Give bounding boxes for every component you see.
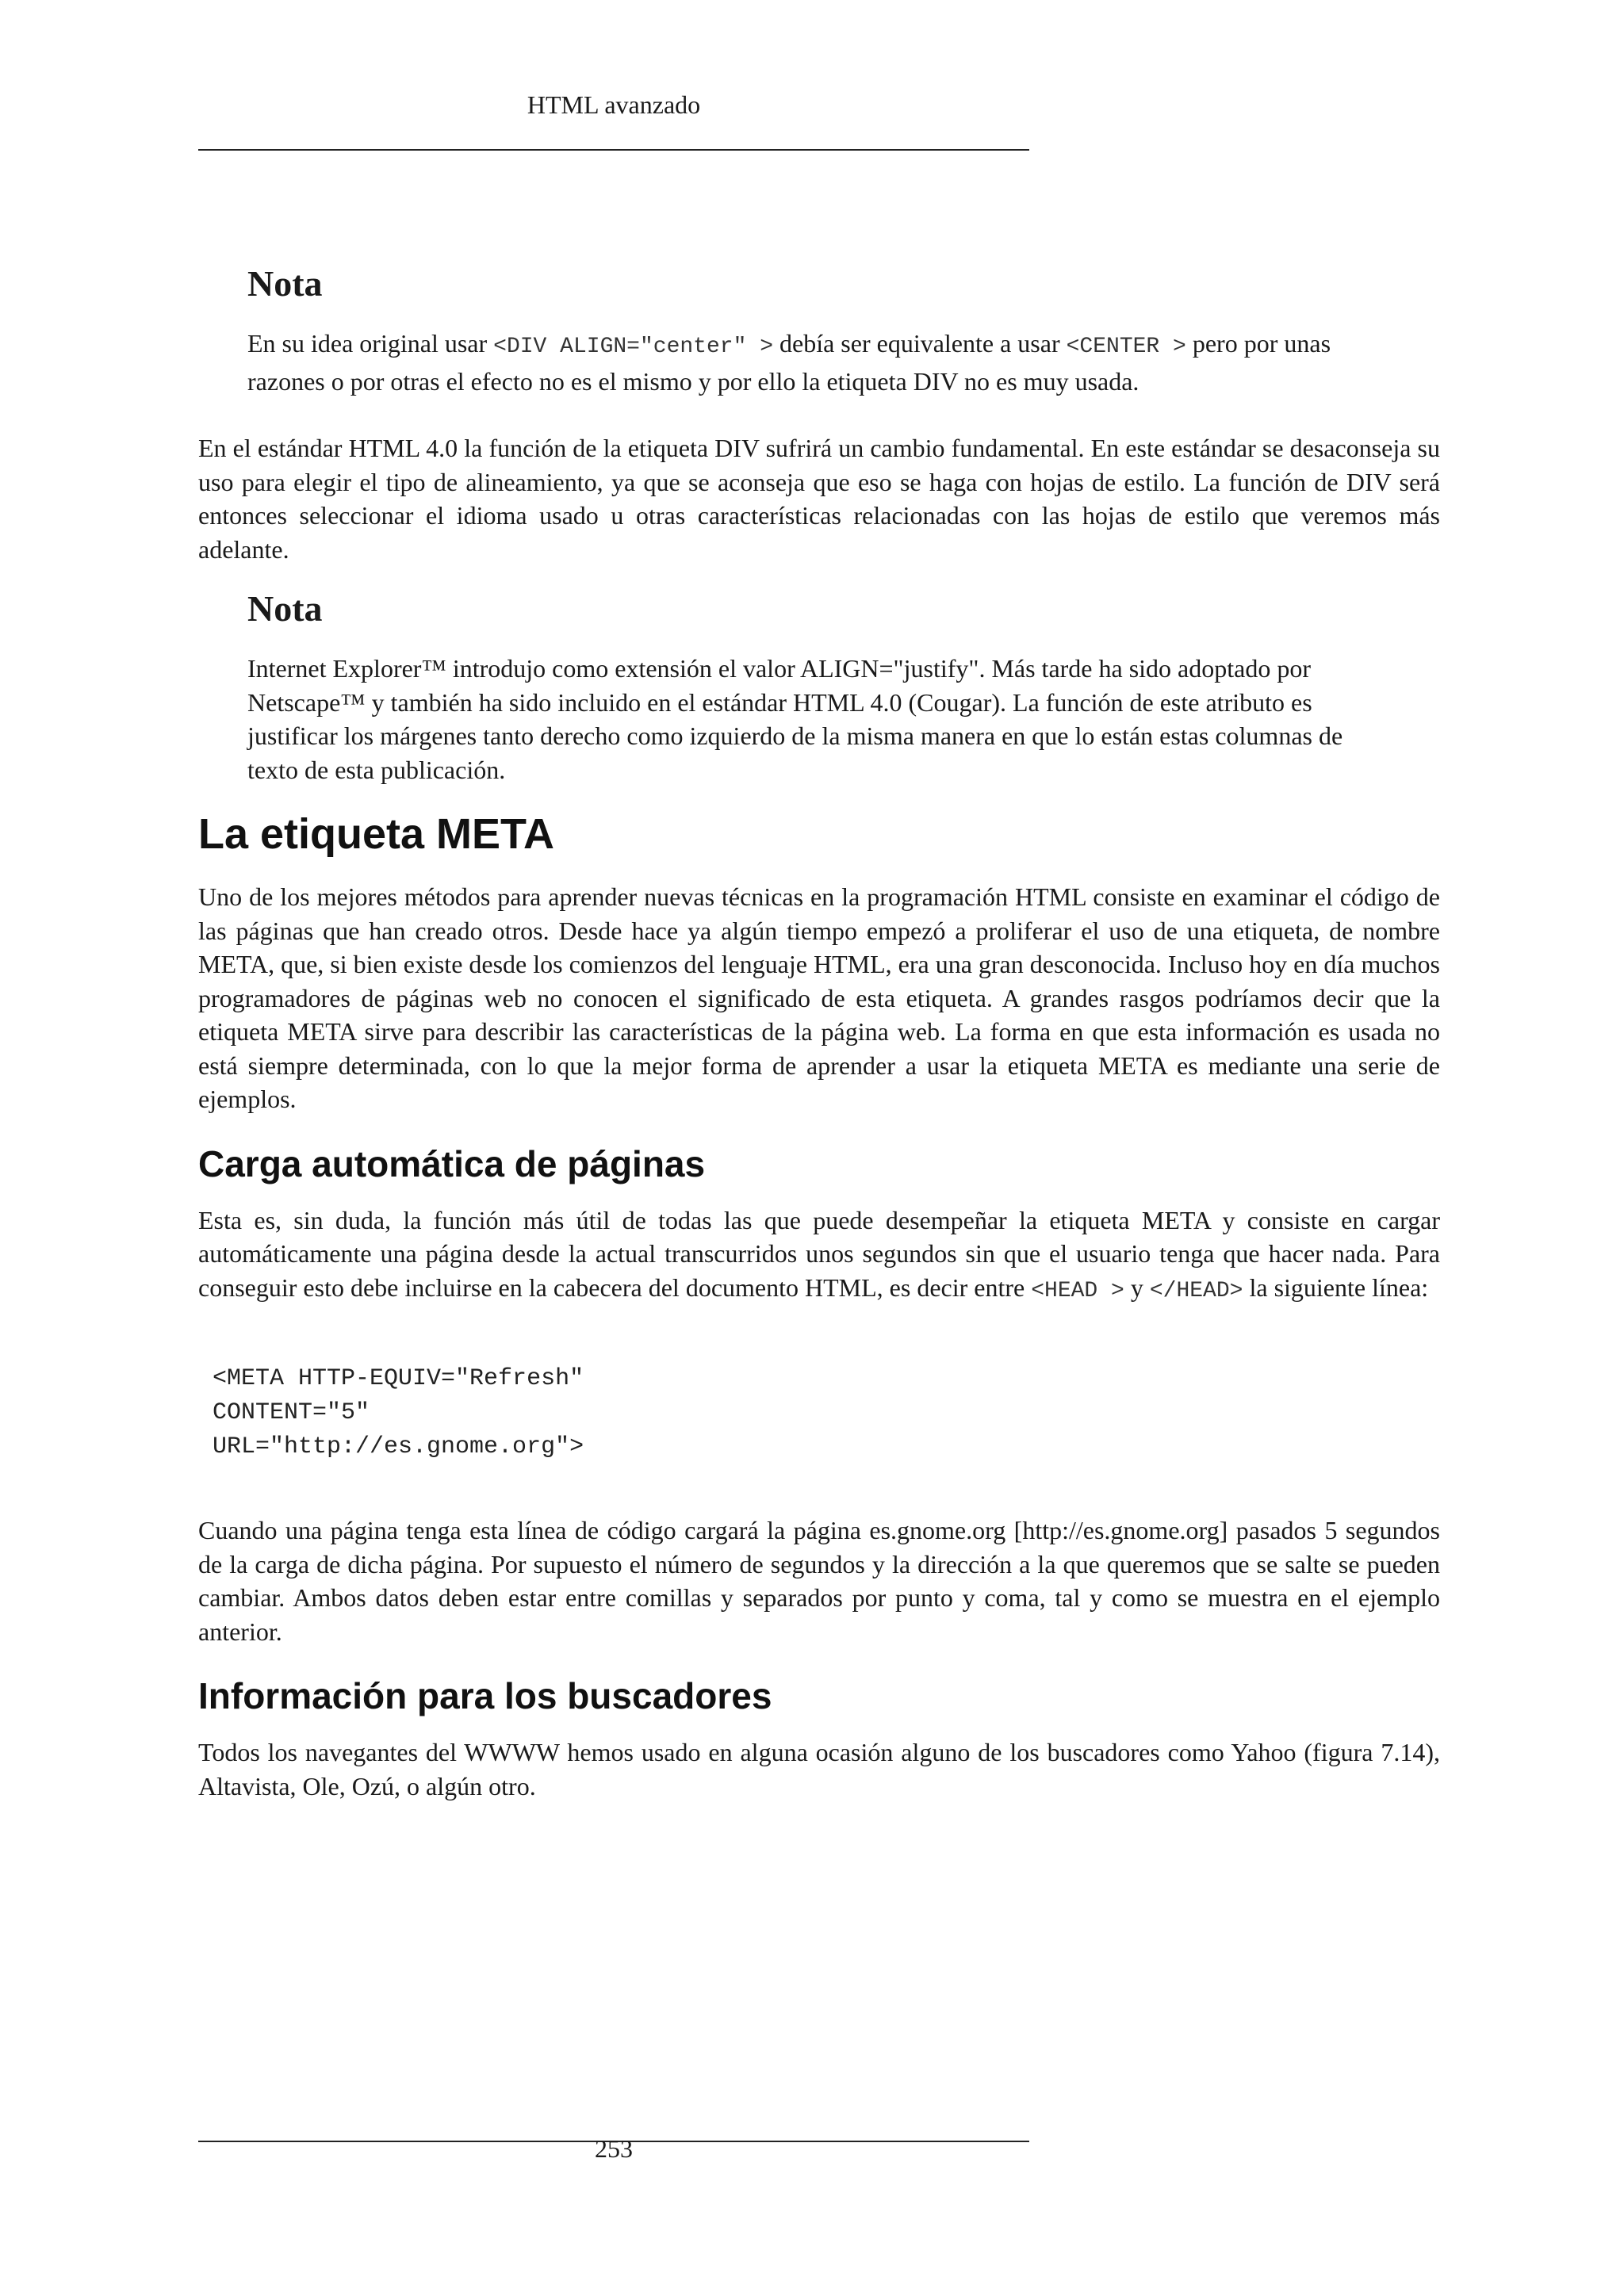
paragraph-buscadores: Todos los navegantes del WWWW hemos usado en alguna ocasión alguno de los buscadores como Yahoo (figura 7.14), Altavista, Ole, Ozú, o algún otro. — [198, 1738, 1440, 1800]
subsection-heading-buscadores: Información para los buscadores — [198, 1675, 772, 1716]
paragraph-meta-intro: Uno de los mejores métodos para aprender nuevas técnicas en la programación HTML consiste en examinar el código de las páginas que han creado otros. Desde hace ya algún tiempo empezó a proliferar el uso de una etiqueta, de nombre META, que, si bien existe desde los comienzos del lenguaje HTML, era una gran desconocida. Incluso hoy en día muchos programadores de páginas web no conocen el significado de esta etiqueta. A grandes rasgos podríamos decir que la etiqueta META sirve para describir las características de la página web. La forma en que esta información es usada no está siempre determinada, con lo que la mejor forma de aprender a usar la etiqueta META es mediante una serie de ejemplos. — [198, 882, 1440, 1113]
subsection-heading-carga: Carga automática de páginas — [198, 1142, 706, 1184]
header-rule — [198, 149, 1029, 151]
carga-text-a: Esta es, sin duda, la función más útil de todas las que puede desempeñar la etiqueta META y consiste en cargar automáticamente una página desde la actual transcurridos unos segundos sin que el usuario tenga que hacer nada. Para conseguir esto debe incluirse en la cabecera del documento HTML, es decir entre — [198, 1205, 1440, 1302]
note-title: Nota — [247, 588, 323, 629]
note-text-a: En su idea original usar — [247, 329, 494, 358]
note-box-justify — [247, 587, 1588, 786]
paragraph-carga-explanation: Cuando una página tenga esta línea de código cargará la página es.gnome.org [http://es.gnome.org] pasados 5 segundos de la carga de dicha página. Por supuesto el número de segundos y la dirección a la que queremos que se salte se pueden cambiar. Ambos datos deben estar entre comillas y separados por punto y coma, tal y como se muestra en el ejemplo anterior. — [198, 1516, 1440, 1646]
running-header: HTML avanzado — [527, 90, 701, 119]
note-paragraph — [247, 327, 1389, 398]
carga-text-c: la siguiente línea: — [1243, 1272, 1429, 1302]
note-text-c: pero por unas razones o por otras el efecto no es el mismo y por ello la etiqueta DIV no es muy usada. — [247, 329, 1331, 396]
code-div-align-center: <DIV ALIGN="center" > — [493, 335, 773, 359]
page-number: 253 — [595, 2134, 633, 2163]
note-box-div-center — [247, 262, 1588, 398]
carga-text-b: y — [1124, 1272, 1150, 1302]
note-text-b: debía ser equivalente a usar — [773, 329, 1067, 358]
paragraph-div-html4: En el estándar HTML 4.0 la función de la etiqueta DIV sufrirá un cambio fundamental. En este estándar se desaconseja su uso para elegir el tipo de alineamiento, ya que se aconseja que eso se haga con hojas de estilo. La función de DIV será entonces seleccionar el idioma usado u otras características relacionadas con las hojas de estilo que veremos más adelante. — [198, 434, 1440, 564]
paragraph-carga-intro — [198, 1203, 1440, 1309]
code-block-meta-refresh: <META HTTP-EQUIV="Refresh" CONTENT="5" URL="http://es.gnome.org"> — [213, 1365, 584, 1460]
code-center-tag: <CENTER > — [1066, 335, 1186, 359]
note-paragraph: Internet Explorer™ introdujo como extensión el valor ALIGN="justify". Más tarde ha sido adoptado por Netscape™ y también ha sido incluido en el estándar HTML 4.0 (Cougar). La función de este atributo es justificar los márgenes tanto derecho como izquierdo de la misma manera en que lo están estas columnas de texto de esta publicación. — [247, 654, 1343, 784]
code-head-close: </HEAD> — [1149, 1278, 1243, 1303]
page-content — [198, 262, 1440, 1803]
note-title: Nota — [247, 263, 323, 304]
section-heading-meta: La etiqueta META — [198, 810, 555, 858]
code-head-open: <HEAD > — [1031, 1278, 1124, 1303]
